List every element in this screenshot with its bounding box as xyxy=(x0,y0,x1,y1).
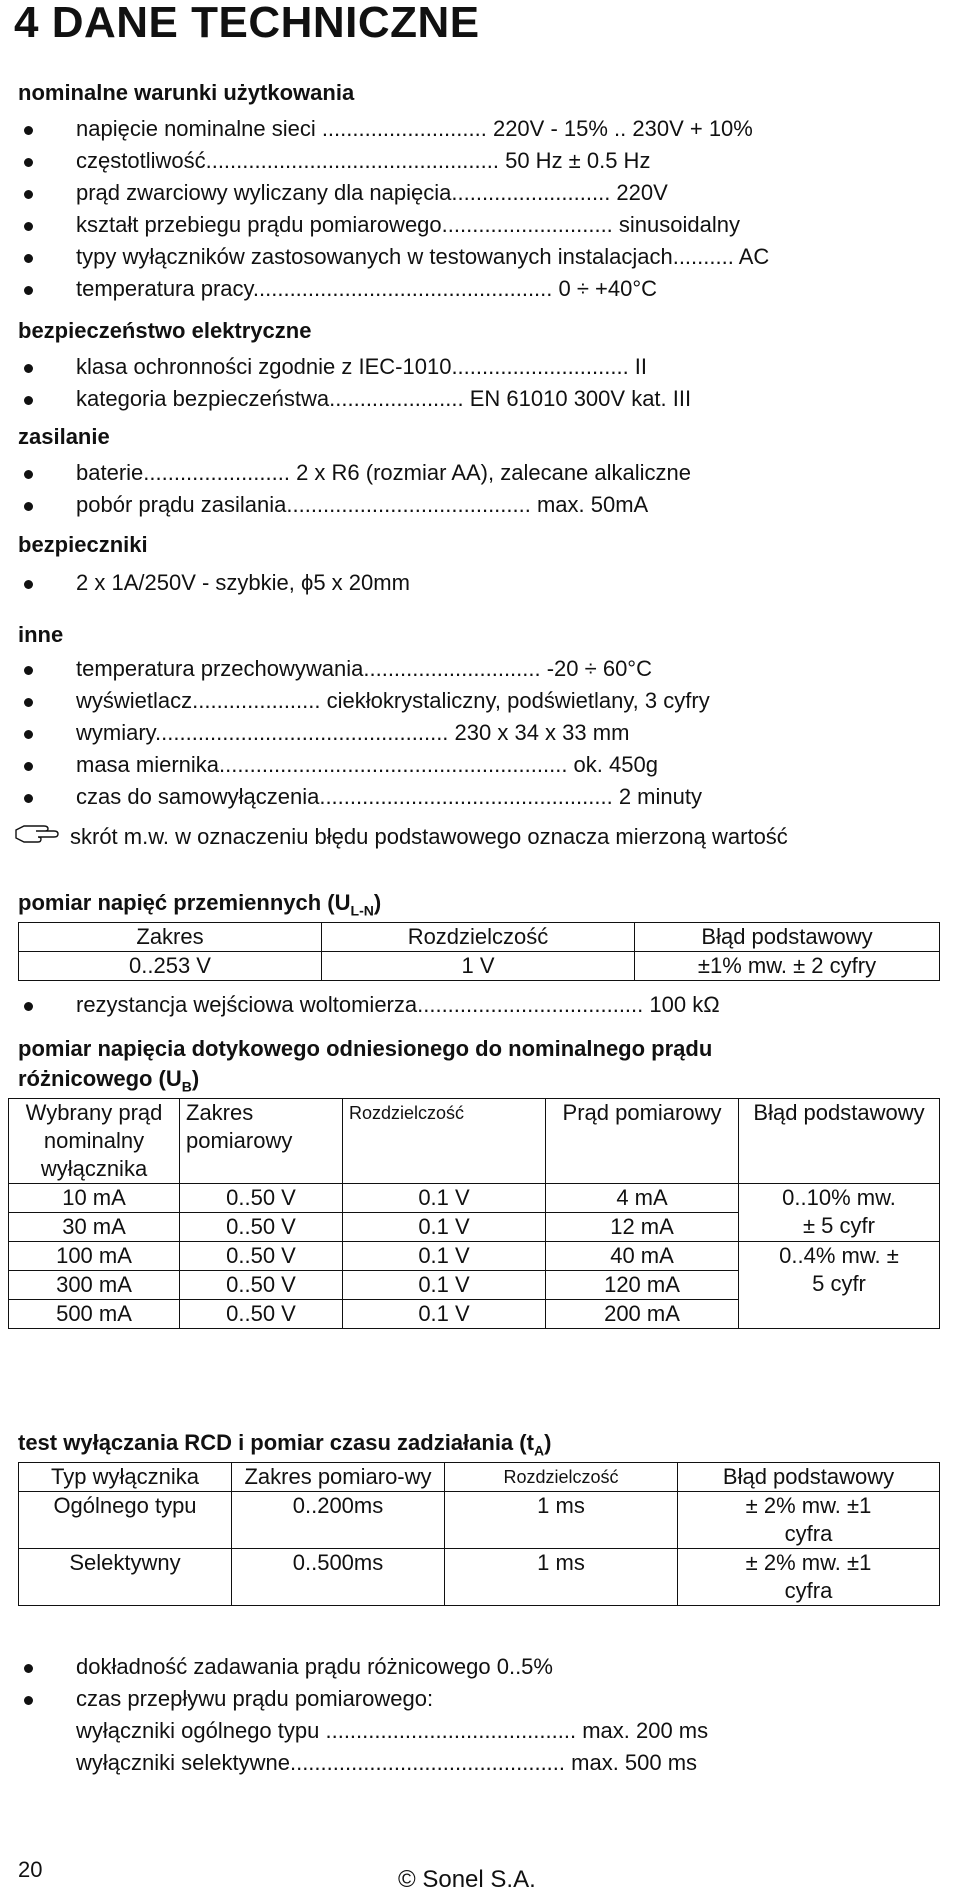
table-row: 300 mA 0..50 V 0.1 V 120 mA xyxy=(9,1271,940,1300)
footer-brand: © Sonel S.A. xyxy=(398,1866,536,1893)
list-item: czas do samowyłączenia................................................ 2 minuty xyxy=(0,782,960,812)
section-title-rcd: test wyłączania RCD i pomiar czasu zadziałania $(t_A)$ xyxy=(18,1430,552,1459)
list-item: czas przepływu prądu pomiarowego: xyxy=(0,1684,960,1714)
list-item: rezystancja wejściowa woltomierza..................................... 100 kΩ xyxy=(0,990,960,1020)
list-item: masa miernika......................................................... ok. 450g xyxy=(0,750,960,780)
table-header-row: Zakres Rozdzielczość Błąd podstawowy xyxy=(19,923,940,952)
table-row: Ogólnego typu 0..200ms 1 ms ± 2% mw. ±1 cyfra xyxy=(19,1492,940,1549)
page-number: 20 xyxy=(18,1857,43,1882)
pointing-hand-icon xyxy=(14,822,62,852)
bullet-icon xyxy=(24,1002,33,1011)
table-row: Selektywny 0..500ms 1 ms ± 2% mw. ±1 cyfra xyxy=(19,1549,940,1606)
bullet-icon xyxy=(24,762,33,771)
bullet-icon xyxy=(24,364,33,373)
list-item: kategoria bezpieczeństwa...................... EN 61010 300V kat. III xyxy=(0,384,960,414)
page-heading: 4 DANE TECHNICZNE xyxy=(14,0,480,47)
table-row: 100 mA 0..50 V 0.1 V 40 mA 0..4% mw. ± 5 cyfr xyxy=(9,1242,940,1271)
section-title-fuses: bezpieczniki xyxy=(18,532,148,557)
list-item: napięcie nominalne sieci ........................... 220V - 15% .. 230V + 10% xyxy=(0,114,960,144)
list-item: dokładność zadawania prądu różnicowego 0..5% xyxy=(0,1652,960,1682)
list-item: prąd zwarciowy wyliczany dla napięcia.......................... 220V xyxy=(0,178,960,208)
bullet-icon xyxy=(24,126,33,135)
bullet-icon xyxy=(24,1664,33,1673)
bullet-icon xyxy=(24,396,33,405)
ac-voltage-table xyxy=(18,922,940,981)
bullet-icon xyxy=(24,470,33,479)
list-subline: wyłączniki ogólnego typu ......................................... max. 200 ms xyxy=(76,1718,709,1743)
table-header-row: Typ wyłącznika Zakres pomiaro-wy Rozdzielczość Błąd podstawowy xyxy=(19,1463,940,1492)
list-subline: wyłączniki selektywne............................................. max. 500 ms xyxy=(76,1750,698,1775)
rcd-table xyxy=(18,1462,940,1606)
bullet-icon xyxy=(24,1696,33,1705)
table-row: 0..253 V 1 V ±1% mw. ± 2 cyfry xyxy=(19,952,940,981)
section-title-other: inne xyxy=(18,622,64,647)
bullet-icon xyxy=(24,158,33,167)
list-item: wyświetlacz..................... ciekłokrystaliczny, podświetlany, 3 cyfry xyxy=(0,686,960,716)
list-item: typy wyłączników zastosowanych w testowanych instalacjach.......... AC xyxy=(0,242,960,272)
bullet-icon xyxy=(24,730,33,739)
bullet-icon xyxy=(24,254,33,263)
list-item: 2 x 1A/250V - szybkie, ϕ5 x 20mm xyxy=(0,568,960,598)
list-item: klasa ochronności zgodnie z IEC-1010............................. II xyxy=(0,352,960,382)
list-item: temperatura pracy................................................. 0 ÷ +40°C xyxy=(0,274,960,304)
bullet-icon xyxy=(24,190,33,199)
note-line: skrót m.w. w oznaczeniu błędu podstawowego oznacza mierzoną wartość xyxy=(14,822,788,852)
list-item: baterie........................ 2 x R6 (rozmiar AA), zalecane alkaliczne xyxy=(0,458,960,488)
bullet-icon xyxy=(24,666,33,675)
table-header-row: Wybrany prąd nominalny wyłącznika Zakres pomiarowy Rozdzielczość Prąd pomiarowy Błąd podstawowy xyxy=(9,1099,940,1184)
list-item: wymiary................................................ 230 x 34 x 33 mm xyxy=(0,718,960,748)
section-title-nominal: nominalne warunki użytkowania xyxy=(18,80,355,105)
list-item: temperatura przechowywania............................. -20 ÷ 60°C xyxy=(0,654,960,684)
bullet-icon xyxy=(24,698,33,707)
section-title-touch-voltage-line2: różnicowego $(U_B)$ xyxy=(18,1066,200,1095)
section-title-touch-voltage: pomiar napięcia dotykowego odniesionego do nominalnego prądu xyxy=(18,1036,713,1061)
table-row: 500 mA 0..50 V 0.1 V 200 mA xyxy=(9,1300,940,1329)
touch-voltage-table xyxy=(8,1098,940,1329)
table-row: 10 mA 0..50 V 0.1 V 4 mA 0..10% mw. ± 5 cyfr xyxy=(9,1184,940,1213)
bullet-icon xyxy=(24,286,33,295)
section-title-power: zasilanie xyxy=(18,424,110,449)
list-item: kształt przebiegu prądu pomiarowego............................ sinusoidalny xyxy=(0,210,960,240)
bullet-icon xyxy=(24,580,33,589)
bullet-icon xyxy=(24,794,33,803)
bullet-icon xyxy=(24,502,33,511)
section-title-safety: bezpieczeństwo elektryczne xyxy=(18,318,312,343)
list-item: pobór prądu zasilania........................................ max. 50mA xyxy=(0,490,960,520)
table-row: 30 mA 0..50 V 0.1 V 12 mA xyxy=(9,1213,940,1242)
bullet-icon xyxy=(24,222,33,231)
list-item: częstotliwość................................................ 50 Hz ± 0.5 Hz xyxy=(0,146,960,176)
section-title-ac-voltage: pomiar napięć przemiennych $(U_{L-N})$ xyxy=(18,890,382,919)
